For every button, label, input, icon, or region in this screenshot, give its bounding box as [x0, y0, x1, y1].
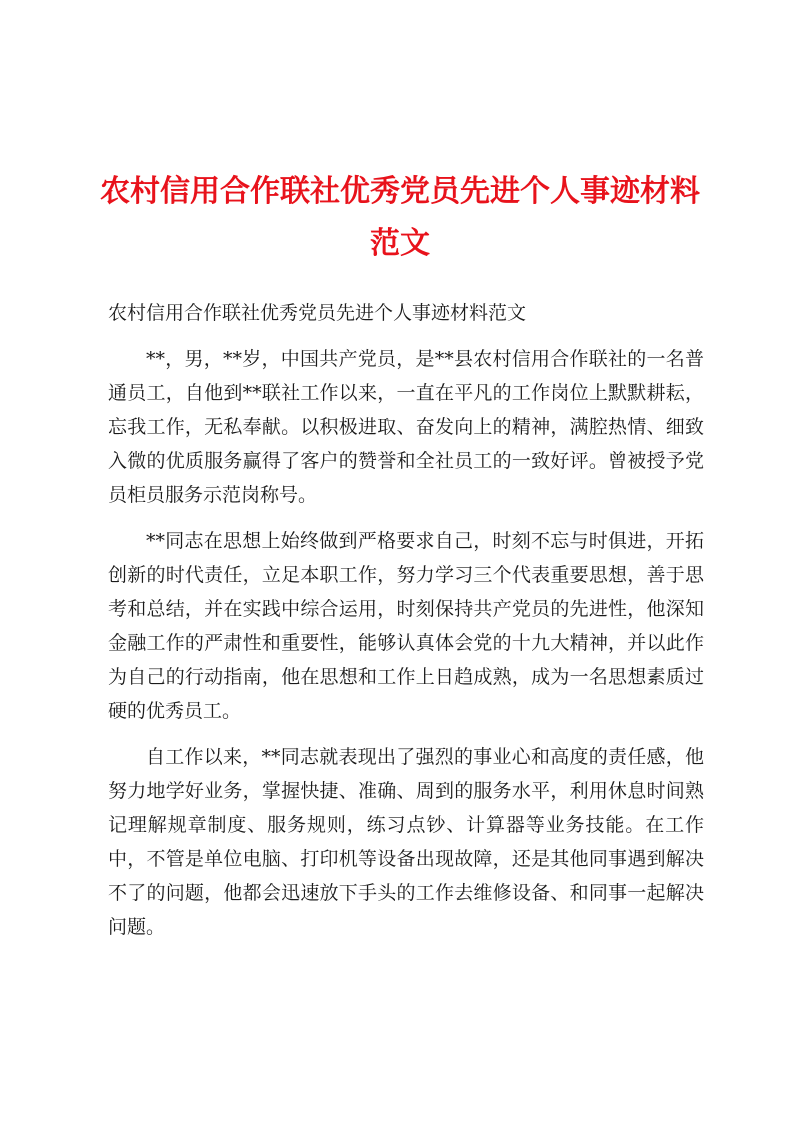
- document-subtitle: 农村信用合作联社优秀党员先进个人事迹材料范文: [108, 302, 527, 324]
- paragraph-2: **同志在思想上始终做到严格要求自己，时刻不忘与时俱进，开拓创新的时代责任，立足本职工作，努力学习三个代表重要思想，善于思考和总结，并在实践中综合运用，时刻保持共产党员的先进性，他深知金融工作的严肃性和重要性，能够认真体会党的十九大精神，并以此作为自己的行动指南，他在思想和工作上日趋成熟，成为一名思想素质过硬的优秀员工。: [108, 530, 704, 722]
- paragraph-1: **，男，**岁，中国共产党员，是**县农村信用合作联社的一名普通员工，自他到**联社工作以来，一直在平凡的工作岗位上默默耕耘，忘我工作，无私奉献。以积极进取、奋发向上的精神，满腔热情、细致入微的优质服务赢得了客户的赞誉和全社员工的一致好评。曾被授予党员柜员服务示范岗称号。: [108, 348, 704, 506]
- paragraph-3: 自工作以来，**同志就表现出了强烈的事业心和高度的责任感，他努力地学好业务，掌握快捷、准确、周到的服务水平，利用休息时间熟记理解规章制度、服务规则，练习点钞、计算器等业务技能。在工作中，不管是单位电脑、打印机等设备出现故障，还是其他同事遇到解决不了的问题，他都会迅速放下手头的工作去维修设备、和同事一起解决问题。: [108, 746, 704, 938]
- document-title: 农村信用合作联社优秀党员先进个人事迹材料范文: [100, 174, 700, 261]
- document-body: [108, 296, 704, 956]
